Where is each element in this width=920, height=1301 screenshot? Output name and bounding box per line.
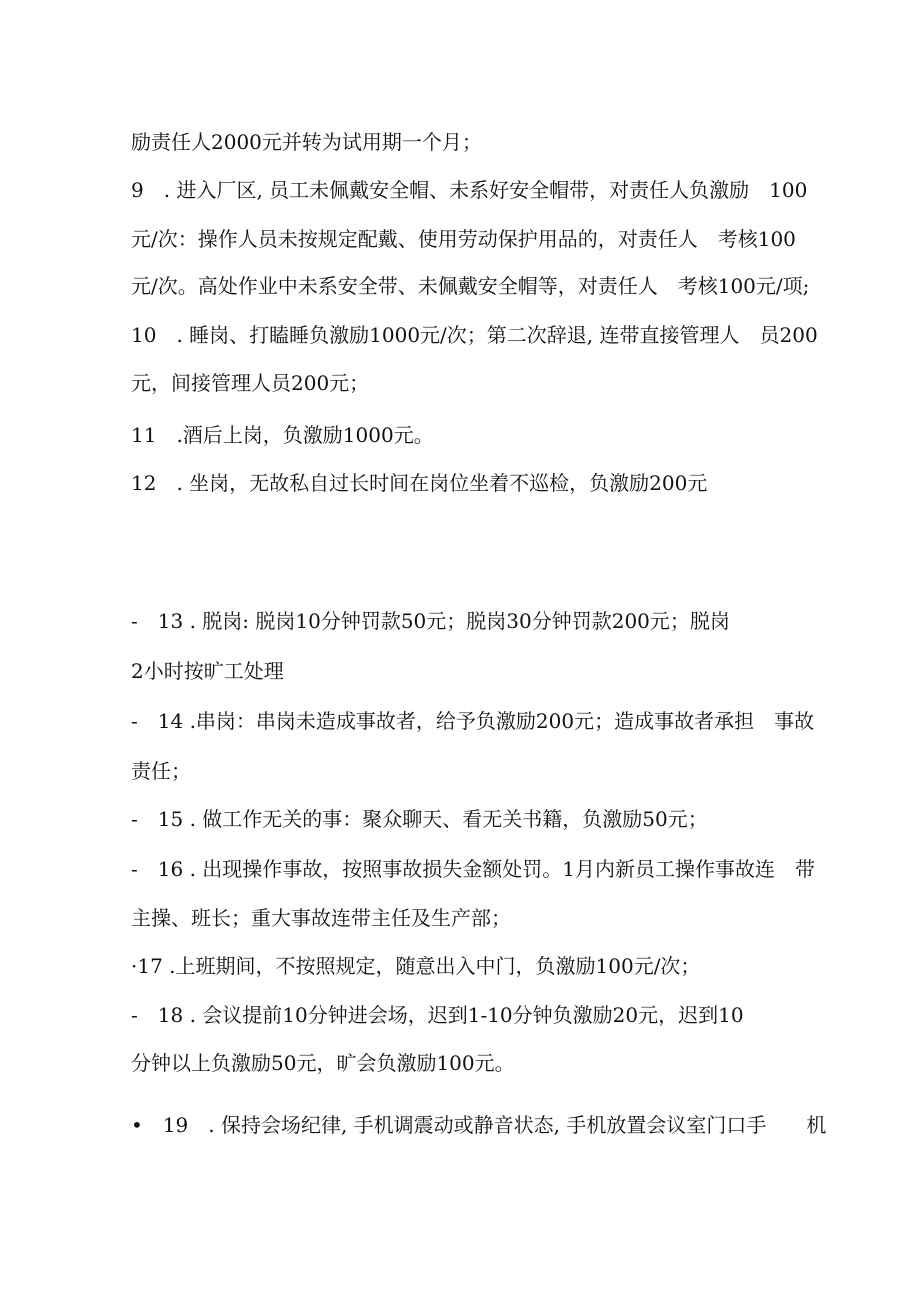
text-line: - 16 . 出现操作事故，按照事故损失金额处罚。1月内新员工操作事故连 带 — [131, 857, 816, 881]
text-line: ·17 .上班期间，不按照规定，随意出入中门，负激励100元/次； — [131, 954, 701, 978]
text-line: 12 . 坐岗，无故私自过长时间在岗位坐着不巡检，负激励200元 — [131, 471, 708, 495]
text-line: 元/次。高处作业中未系安全带、未佩戴安全帽等，对责任人 考核100元/项; — [131, 274, 810, 298]
text-line: • 19 . 保持会场纪律, 手机调震动或静音状态, 手机放置会议室门口手 机 — [131, 1113, 827, 1137]
text-line: - 18 . 会议提前10分钟进会场，迟到1-10分钟负激励20元，迟到10 — [131, 1003, 744, 1027]
text-line: 主操、班长；重大事故连带主任及生产部； — [131, 906, 511, 930]
text-line: - 14 .串岗：串岗未造成事故者，给予负激励200元；造成事故者承担 事故 — [131, 709, 815, 733]
text-line: 元，间接管理人员200元； — [131, 371, 370, 395]
text-line: 励责任人2000元并转为试用期一个月； — [131, 130, 482, 154]
text-line: 2小时按旷工处理 — [131, 659, 284, 683]
text-line: 责任； — [131, 759, 191, 783]
text-line: - 13 . 脱岗: 脱岗10分钟罚款50元；脱岗30分钟罚款200元；脱岗 — [131, 609, 730, 633]
text-line: 分钟以上负激励50元，旷会负激励100元。 — [131, 1051, 515, 1075]
text-line: 10 . 睡岗、打瞌睡负激励1000元/次；第二次辞退, 连带直接管理人 员200 — [131, 323, 818, 347]
text-line: 11 .酒后上岗，负激励1000元。 — [131, 423, 434, 447]
text-line: 9 . 进入厂区, 员工未佩戴安全帽、未系好安全帽带，对责任人负激励 100 — [131, 178, 808, 202]
text-line: - 15 . 做工作无关的事：聚众聊天、看无关书籍，负激励50元； — [131, 807, 708, 831]
text-line: 元/次：操作人员未按规定配戴、使用劳动保护用品的，对责任人 考核100 — [131, 227, 796, 251]
